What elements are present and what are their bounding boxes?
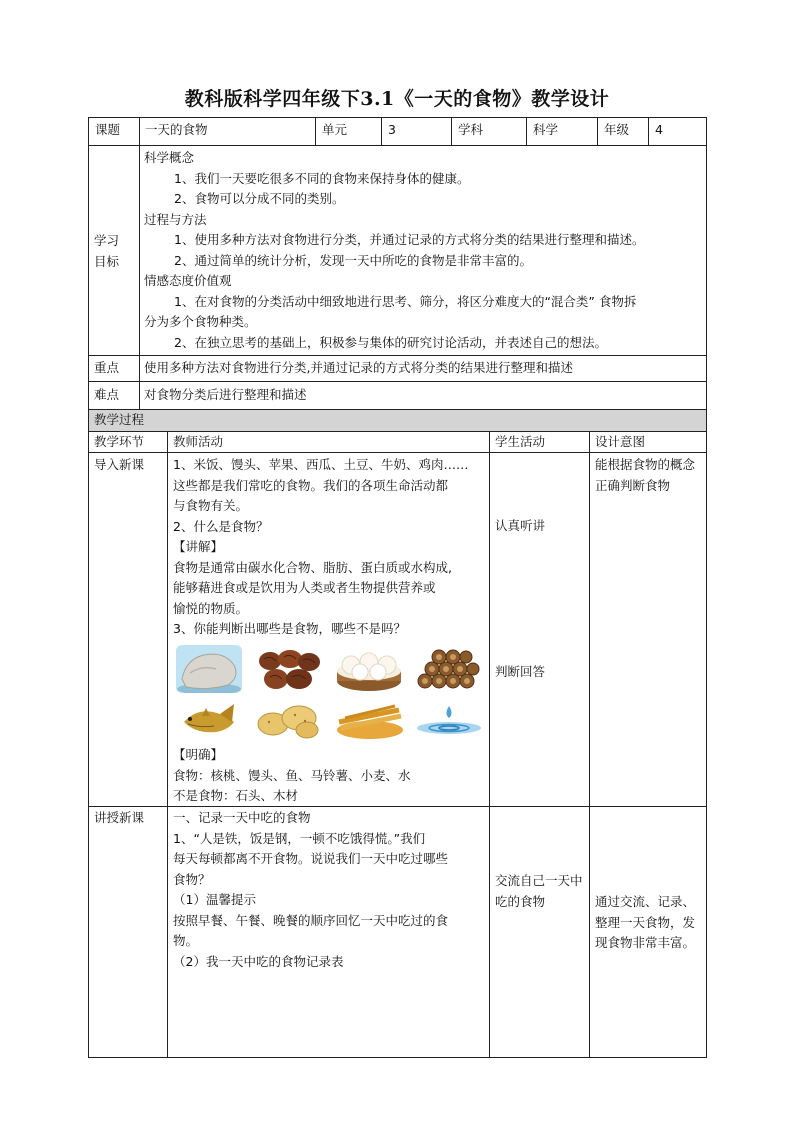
column-teacher: 教师活动 <box>173 434 224 449</box>
objective-item: 1、我们一天要吃很多不同的食物来保持身体的健康。 <box>174 170 470 186</box>
intro-student-1: 认真听讲 <box>495 518 546 533</box>
fish-image <box>176 700 242 740</box>
subject-label: 学科 <box>458 122 484 137</box>
key-point-text: 使用多种方法对食物进行分类,并通过记录的方式将分类的结果进行整理和描述 <box>144 360 573 375</box>
column-student: 学生活动 <box>495 434 546 449</box>
intro-student-2: 判断回答 <box>495 664 546 679</box>
process-header-band <box>88 409 706 431</box>
process-header: 教学过程 <box>94 412 145 427</box>
intro-clarify <box>173 745 485 807</box>
lesson-value: 一天的食物 <box>145 122 208 137</box>
water-drop-image <box>415 700 483 740</box>
wheat-image <box>335 700 405 740</box>
stone-image <box>176 645 242 693</box>
page-title: 教科版科学四年级下3.1《一天的食物》教学设计 <box>184 88 610 110</box>
teacher-line: 一、记录一天中吃的食物 <box>173 810 311 825</box>
unit-value: 3 <box>388 122 396 137</box>
objective-heading: 过程与方法 <box>144 211 207 227</box>
teacher-line: 愉悦的物质。 <box>173 600 249 616</box>
teacher-line: 1、“人是铁，饭是钢，一顿不吃饿得慌。”我们 <box>173 830 426 846</box>
lesson-intent: 通过交流、记录、整理一天食物，发现食物非常丰富。 <box>595 894 696 950</box>
teacher-line: 1、米饭、馒头、苹果、西瓜、土豆、牛奶、鸡肉…… <box>173 457 469 472</box>
teacher-line: 3、你能判断出哪些是食物，哪些不是吗？ <box>173 621 406 636</box>
teacher-line: （1）温馨提示 <box>173 892 256 907</box>
objective-item: 2、食物可以分成不同的类别。 <box>174 191 345 206</box>
intro-teacher <box>173 455 485 640</box>
grade-label: 年级 <box>604 122 630 137</box>
unit-label: 单元 <box>322 122 348 137</box>
teacher-line: 食物？ <box>173 871 211 887</box>
teacher-line: （2）我一天中吃的食物记录表 <box>173 953 344 969</box>
objective-item: 2、在独立思考的基础上，积极参与集体的研究讨论活动，并表述自己的想法。 <box>174 334 607 350</box>
teacher-line: 食物是通常由碳水化合物、脂肪、蛋白质或水构成, <box>173 559 452 575</box>
objective-heading: 情感态度价值观 <box>144 273 232 288</box>
lesson-stage: 讲授新课 <box>94 810 145 825</box>
teacher-line: 与食物有关。 <box>173 498 249 513</box>
teacher-line: 能够藉进食或是饮用为人类或者生物提供营养或 <box>173 580 436 595</box>
objective-item: 1、使用多种方法对食物进行分类，并通过记录的方式将分类的结果进行整理和描述。 <box>174 232 645 247</box>
teacher-line: 【讲解】 <box>173 539 224 554</box>
teacher-line: 2、什么是食物？ <box>173 518 269 534</box>
difficulty-text: 对食物分类后进行整理和描述 <box>144 387 307 402</box>
subject-value: 科学 <box>533 122 559 137</box>
difficulty-label: 难点 <box>94 387 120 402</box>
wood-logs-image <box>415 645 483 693</box>
intro-intent: 能根据食物的概念正确判断食物 <box>595 457 696 493</box>
food-line: 食物：核桃、馒头、鱼、马铃薯、小麦、水 <box>173 767 411 783</box>
key-point-label: 重点 <box>94 360 120 375</box>
column-stage: 教学环节 <box>94 434 145 449</box>
not-food-line: 不是食物：石头、木材 <box>173 788 299 803</box>
grade-value: 4 <box>655 122 663 137</box>
walnuts-image <box>256 645 322 693</box>
objectives-content <box>144 148 702 353</box>
objectives-label: 学习 目标 <box>94 233 120 269</box>
teacher-line: 每天每顿都离不开食物。说说我们一天中吃过哪些 <box>173 851 449 866</box>
steamed-buns-image <box>335 645 403 693</box>
objective-item: 1、在对食物的分类活动中细致地进行思考、筛分，将区分难度大的“混合类” 食物拆 <box>174 293 637 309</box>
lesson-label: 课题 <box>95 122 121 137</box>
objective-item: 分为多个食物种类。 <box>144 314 257 329</box>
objective-item: 2、通过简单的统计分析，发现一天中所吃的食物是非常丰富的。 <box>174 252 532 268</box>
lesson-student: 交流自己一天中吃的食物 <box>495 873 583 909</box>
objective-heading: 科学概念 <box>144 150 195 165</box>
teacher-line: 物。 <box>173 933 199 948</box>
clarify-label: 【明确】 <box>173 747 224 762</box>
teacher-line: 按照早餐、午餐、晚餐的顺序回忆一天中吃过的食 <box>173 912 449 928</box>
teacher-line: 这些都是我们常吃的食物。我们的各项生命活动都 <box>173 477 449 493</box>
column-intent: 设计意图 <box>595 434 646 449</box>
potatoes-image <box>255 700 323 740</box>
intro-stage: 导入新课 <box>94 457 145 472</box>
lesson-teacher <box>173 808 485 972</box>
